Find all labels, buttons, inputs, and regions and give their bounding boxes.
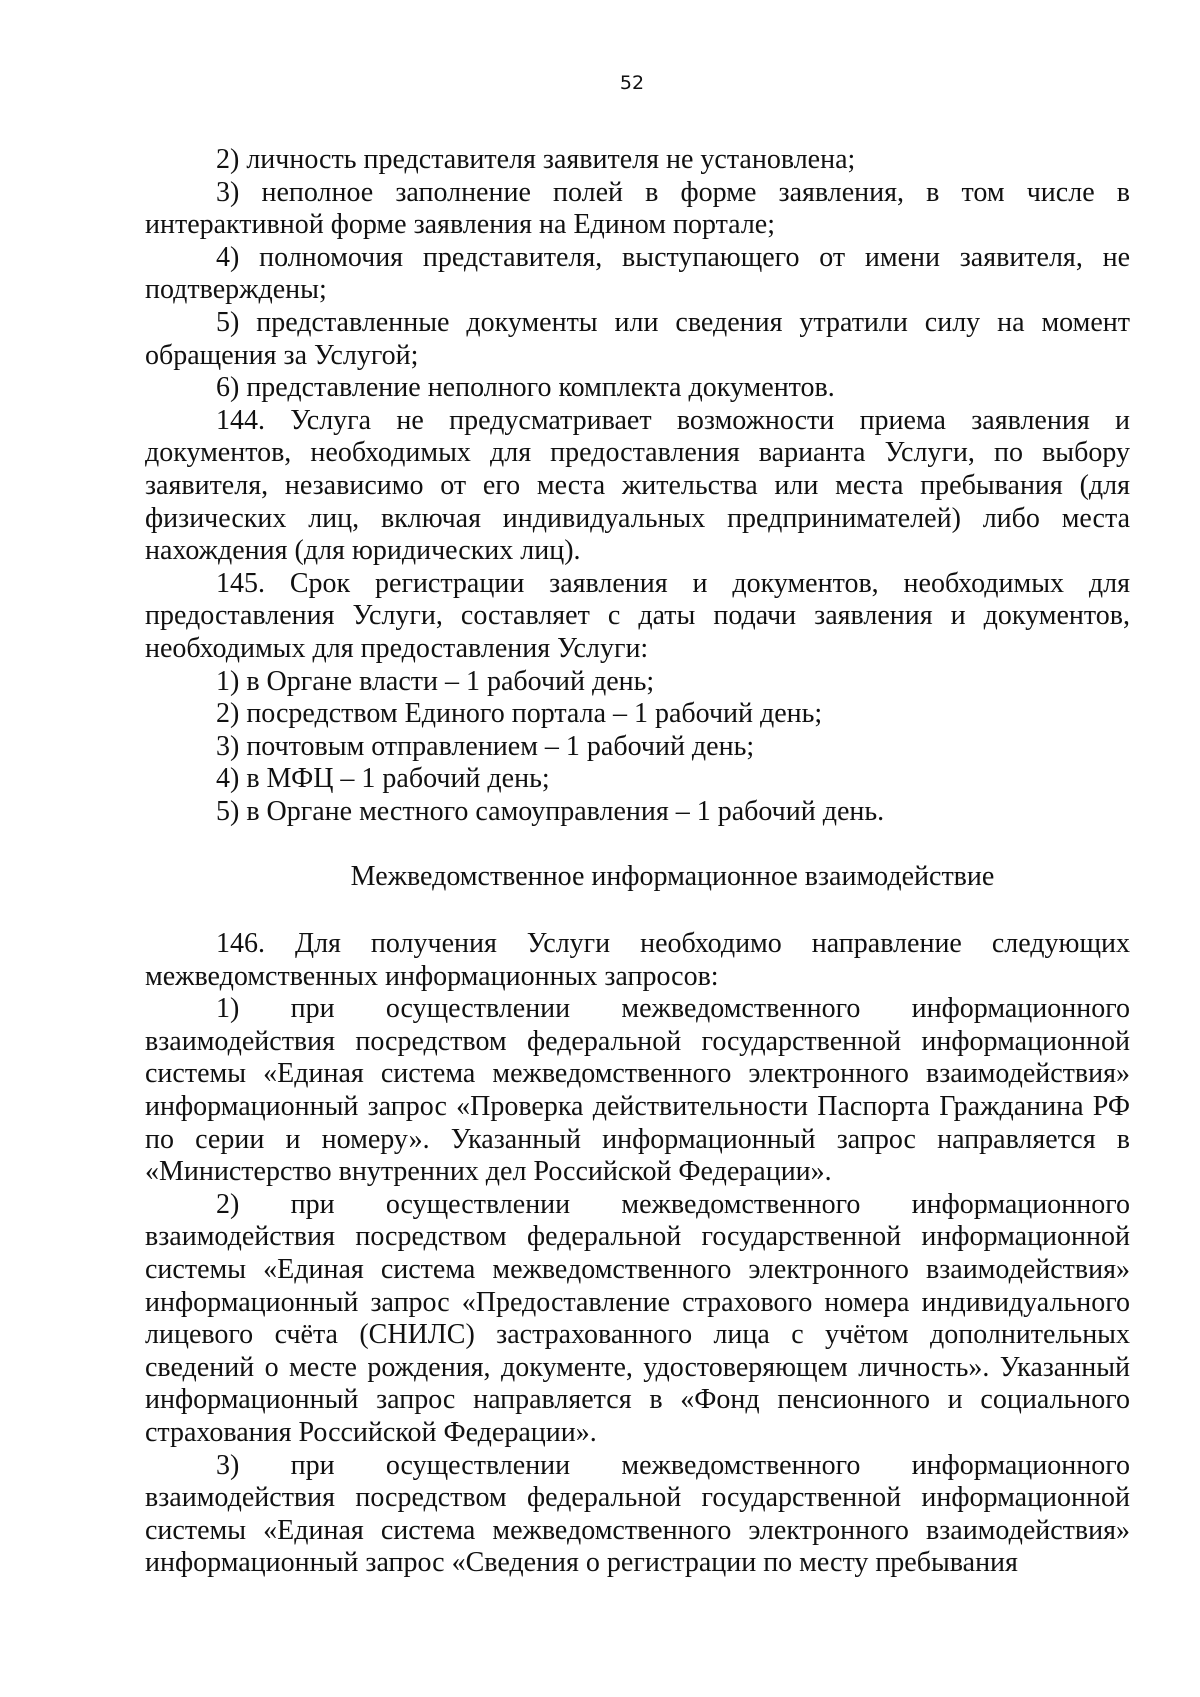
- section-title: Межведомственное информационное взаимодействие: [350, 861, 995, 893]
- list-item-4: 4) полномочия представителя, выступающего от имени заявителя, не подтверждены;: [145, 241, 1130, 306]
- deadline-item-5: 5) в Органе местного самоуправления – 1 рабочий день.: [216, 795, 885, 827]
- request-item-2: 2) при осуществлении межведомственного информационного взаимодействия посредством федеральной государственной информационной системы «Единая система межведомственного электронного взаимодействия» информационный запрос «Предоставление страхового номера индивидуального лицевого счёта (СНИЛС) застрахованного лица с учётом дополнительных сведений о месте рождения, документе, удостоверяющем личность». Указанный информационный запрос направляется в «Фонд пенсионного и социального страхования Российской Федерации».: [145, 1188, 1130, 1448]
- list-item-3: 3) неполное заполнение полей в форме заявления, в том числе в интерактивной форме заявления на Едином портале;: [145, 176, 1130, 241]
- clause-146: 146. Для получения Услуги необходимо направление следующих межведомственных информационных запросов:: [145, 928, 1130, 992]
- deadline-item-1: 1) в Органе власти – 1 рабочий день;: [216, 665, 655, 697]
- deadline-item-3: 3) почтовым отправлением – 1 рабочий день;: [216, 730, 755, 762]
- deadline-item-4: 4) в МФЦ – 1 рабочий день;: [216, 763, 550, 795]
- list-item-5: 5) представленные документы или сведения утратили силу на момент обращения за Услугой;: [145, 306, 1130, 371]
- clause-145: 145. Срок регистрации заявления и документов, необходимых для предоставления Услуги, составляет с даты подачи заявления и документов, необходимых для предоставления Услуги:: [145, 567, 1130, 664]
- deadline-item-2: 2) посредством Единого портала – 1 рабочий день;: [216, 698, 823, 730]
- document-body: [145, 144, 1130, 1580]
- clause-144: 144. Услуга не предусматривает возможности приема заявления и документов, необходимых для предоставления варианта Услуги, по выбору заявителя, независимо от его места жительства или места пребывания (для физических лиц, включая индивидуальных предпринимателей) либо места нахождения (для юридических лиц).: [145, 404, 1130, 567]
- list-item-2: 2) личность представителя заявителя не установлена;: [216, 144, 856, 175]
- list-item-6: 6) представление неполного комплекта документов.: [216, 372, 835, 404]
- request-item-1: 1) при осуществлении межведомственного информационного взаимодействия посредством федеральной государственной информационной системы «Единая система межведомственного электронного взаимодействия» информационный запрос «Проверка действительности Паспорта Гражданина РФ по серии и номеру». Указанный информационный запрос направляется в «Министерство внутренних дел Российской Федерации».: [145, 993, 1130, 1188]
- page-number: 52: [619, 72, 645, 94]
- request-item-3: 3) при осуществлении межведомственного информационного взаимодействия посредством федеральной государственной информационной системы «Единая система межведомственного электронного взаимодействия» информационный запрос «Сведения о регистрации по месту пребывания: [145, 1449, 1130, 1579]
